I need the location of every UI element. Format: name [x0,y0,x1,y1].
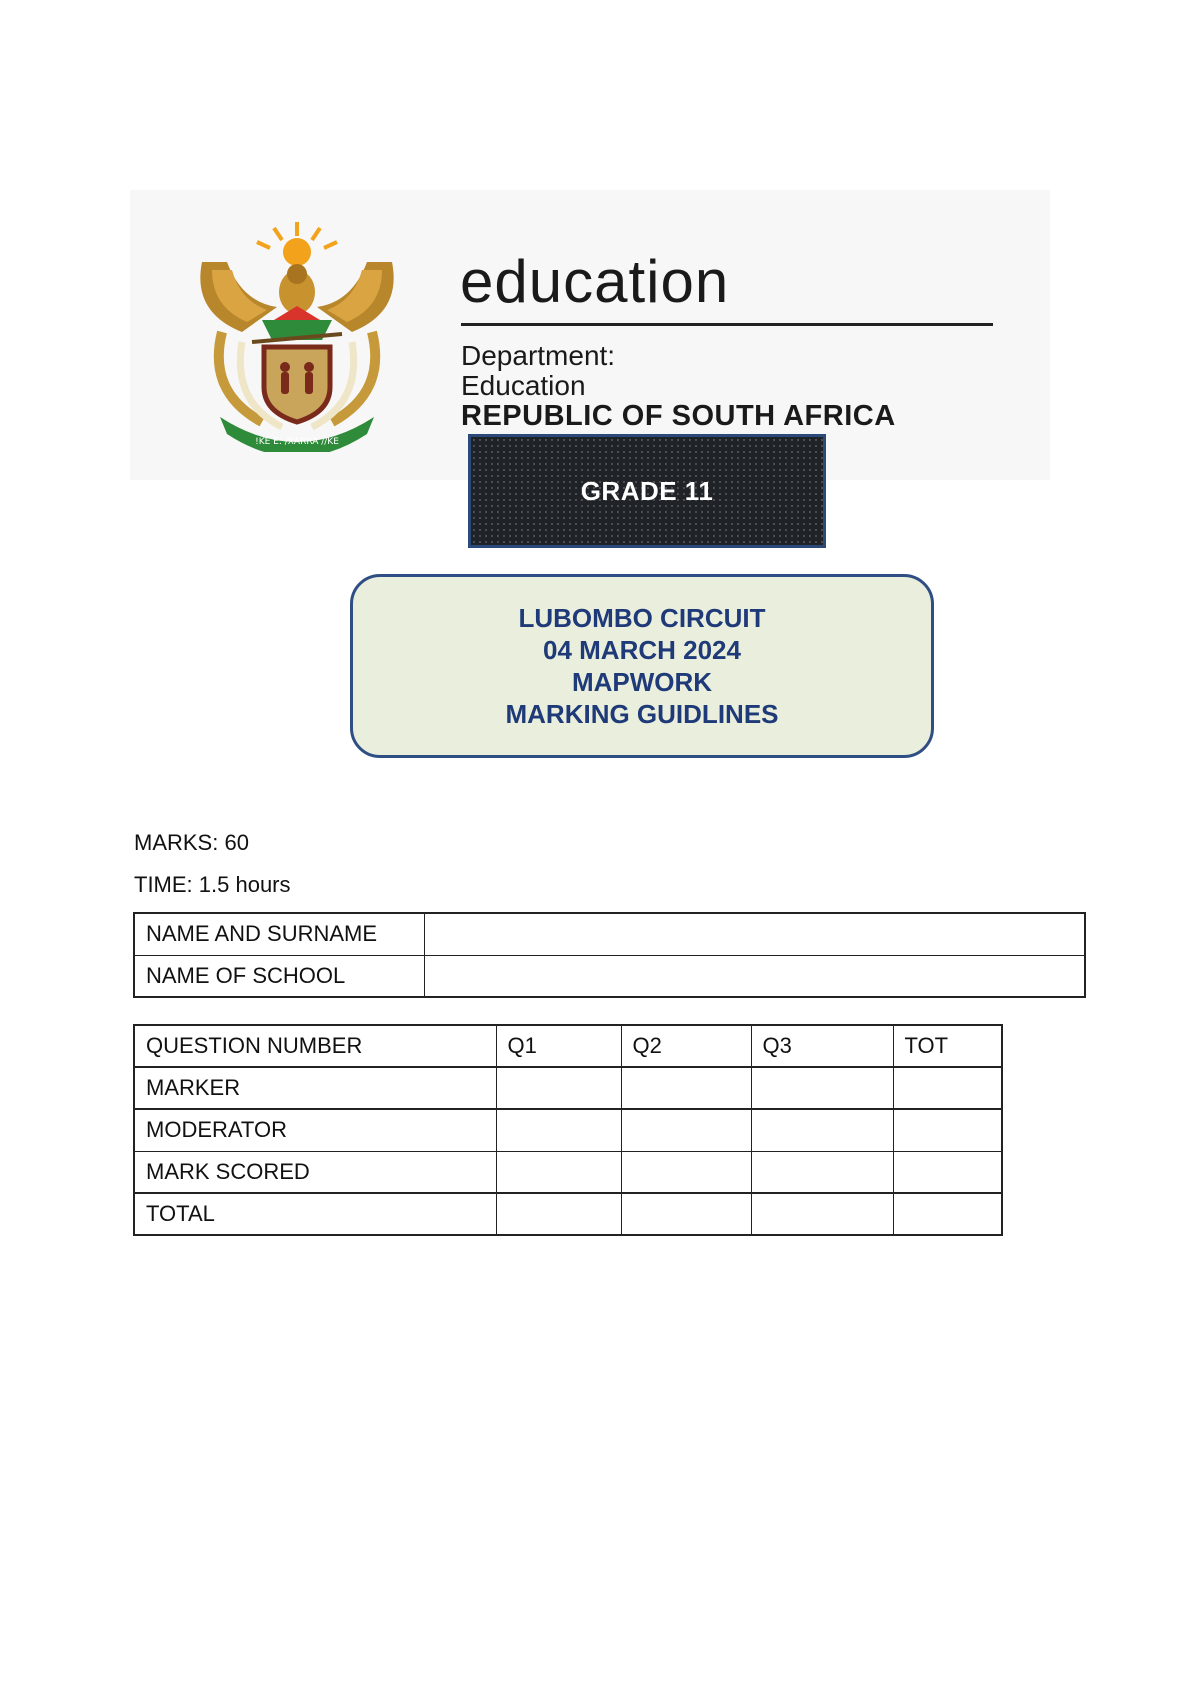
total-marks: MARKS: 60 [134,830,249,855]
column-header-q3: Q3 [751,1025,893,1067]
student-details-table [133,912,1086,998]
score-table [133,1024,1003,1236]
exam-duration: TIME: 1.5 hours [134,872,291,897]
score-cell[interactable] [893,1151,1002,1193]
table-row [134,913,1085,955]
column-header-q2: Q2 [621,1025,751,1067]
row-label-mark-scored: MARK SCORED [134,1151,496,1193]
score-cell[interactable] [496,1109,621,1151]
score-cell[interactable] [751,1193,893,1235]
grade-banner [468,434,826,548]
table-row [134,1067,1002,1109]
name-surname-label: NAME AND SURNAME [134,913,424,955]
circuit-name: LUBOMBO CIRCUIT [518,603,766,633]
exam-date: 04 MARCH 2024 [543,635,741,665]
score-cell[interactable] [751,1067,893,1109]
row-label-marker: MARKER [134,1067,496,1109]
school-name-label: NAME OF SCHOOL [134,955,424,997]
sun-icon [257,222,337,266]
table-row [134,1151,1002,1193]
department-name: Education [461,370,586,401]
row-label-total: TOTAL [134,1193,496,1235]
column-header-tot: TOT [893,1025,1002,1067]
score-cell[interactable] [751,1109,893,1151]
column-header-q1: Q1 [496,1025,621,1067]
score-cell[interactable] [621,1067,751,1109]
country-name: REPUBLIC OF SOUTH AFRICA [461,400,896,432]
logo-rule-divider [461,323,993,326]
score-table-header-row [134,1025,1002,1067]
score-cell[interactable] [893,1067,1002,1109]
crest-motto-text: !KE E: /XARRA //KE [255,437,339,447]
row-label-moderator: MODERATOR [134,1109,496,1151]
score-cell[interactable] [893,1109,1002,1151]
score-cell[interactable] [621,1109,751,1151]
score-cell[interactable] [496,1193,621,1235]
grade-label: GRADE 11 [580,475,714,506]
score-cell[interactable] [496,1151,621,1193]
department-label: Department: [461,340,616,371]
exam-title-box [350,574,934,758]
score-cell[interactable] [621,1193,751,1235]
table-row [134,1193,1002,1235]
score-cell[interactable] [496,1067,621,1109]
logo-word-education: education [460,248,730,315]
score-cell[interactable] [893,1193,1002,1235]
score-cell[interactable] [751,1151,893,1193]
column-header-question-number: QUESTION NUMBER [134,1025,496,1067]
coat-of-arms-logo [182,222,412,452]
name-surname-field[interactable] [424,913,1085,955]
school-name-field[interactable] [424,955,1085,997]
document-type: MARKING GUIDLINES [505,699,779,729]
subject-name: MAPWORK [571,667,713,697]
table-row [134,955,1085,997]
score-cell[interactable] [621,1151,751,1193]
table-row [134,1109,1002,1151]
